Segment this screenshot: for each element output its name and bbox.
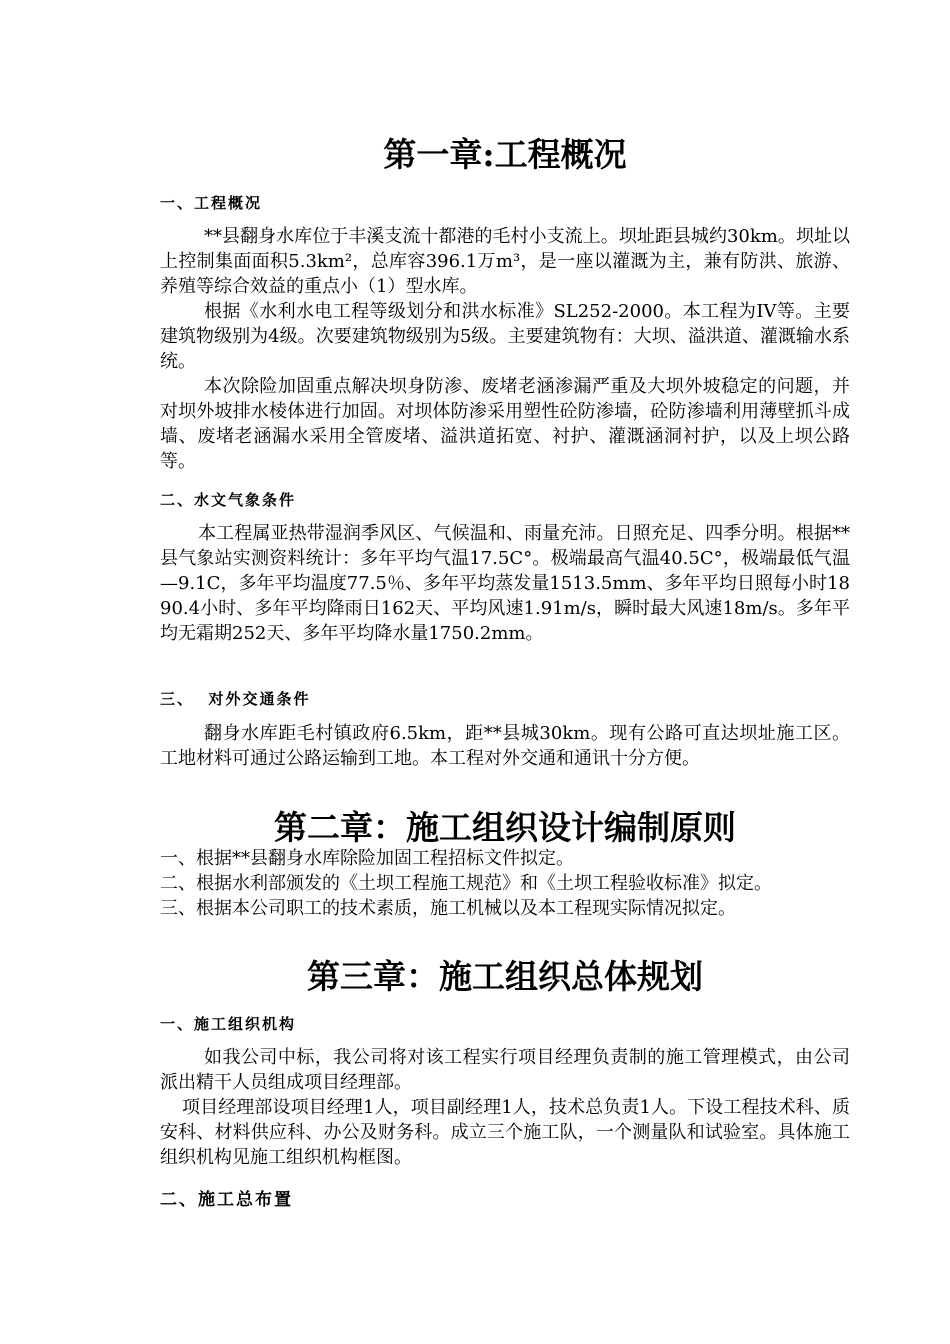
chapter3-title: 第三章：施工组织总体规划: [307, 957, 703, 996]
chapter1-title: 第一章:工程概况: [383, 135, 627, 174]
chapter1-section3-paragraph1: 翻身水库距毛村镇政府6.5km，距**县城30km。现有公路可直达坝址施工区。工地材料可通过公路运输到工地。本工程对外交通和通讯十分方便。: [160, 723, 850, 769]
chapter1-section1-paragraph3: 本次除险加固重点解决坝身防渗、废堵老涵渗漏严重及大坝外坡稳定的问题，并对坝外坡排水棱体进行加固。对坝体防渗采用塑性砼防渗墙，砼防渗墙利用薄壁抓斗成墙、废堵老涵漏水采用全管废堵、溢洪道拓宽、衬护、灌溉涵洞衬护，以及上坝公路等。: [160, 376, 850, 472]
chapter1-section1-heading: 一、工程概况: [160, 194, 263, 212]
chapter3-section2-heading: 二、施工总布置: [160, 1190, 293, 1210]
chapter2-principle-item: 一、根据**县翻身水库除险加固工程招标文件拟定。: [160, 848, 574, 869]
chapter1-section3-heading: 三、 对外交通条件: [160, 690, 311, 708]
chapter1-section1-paragraph1: **县翻身水库位于丰溪支流十都港的毛村小支流上。坝址距县城约30km。坝址以上控制集面面积5.3km²，总库容396.1万m³，是一座以灌溉为主，兼有防洪、旅游、养殖等综合效益的重点小（1）型水库。: [160, 226, 850, 297]
chapter3-section1-paragraph2: 项目经理部设项目经理1人，项目副经理1人，技术总负责1人。下设工程技术科、质安科、材料供应科、办公及财务科。成立三个施工队，一个测量队和试验室。具体施工组织机构见施工组织机构框图。: [160, 1097, 850, 1168]
chapter3-section1-heading: 一、施工组织机构: [160, 1015, 297, 1033]
chapter2-principle-item: 二、根据水利部颁发的《土坝工程施工规范》和《土坝工程验收标准》拟定。: [160, 873, 772, 894]
chapter2-title: 第二章：施工组织设计编制原则: [274, 808, 736, 847]
chapter1-section1-paragraph2: 根据《水利水电工程等级划分和洪水标准》SL252-2000。本工程为IV等。主要建筑物级别为4级。次要建筑物级别为5级。主要建筑物有：大坝、溢洪道、灌溉输水系统。: [160, 301, 850, 372]
chapter1-section2-paragraph1: 本工程属亚热带湿润季风区、气候温和、雨量充沛。日照充足、四季分明。根据**县气象站实测资料统计：多年平均气温17.5C°。极端最高气温40.5C°，极端最低气温—9.1C，多年平均温度77.5％、多年平均蒸发量1513.5mm、多年平均日照每小时1890.4小时、多年平均降雨日162天、平均风速1.91m/s，瞬时最大风速18m/s。多年平均无霜期252天、多年平均降水量1750.2mm。: [160, 523, 850, 644]
chapter2-principles-list: [160, 846, 850, 921]
chapter2-principle-item: 三、根据本公司职工的技术素质，施工机械以及本工程现实际情况拟定。: [160, 898, 736, 919]
chapter1-section2-heading: 二、水文气象条件: [160, 491, 297, 509]
chapter3-section1-paragraph1: 如我公司中标，我公司将对该工程实行项目经理负责制的施工管理模式，由公司派出精干人员组成项目经理部。: [160, 1047, 850, 1093]
